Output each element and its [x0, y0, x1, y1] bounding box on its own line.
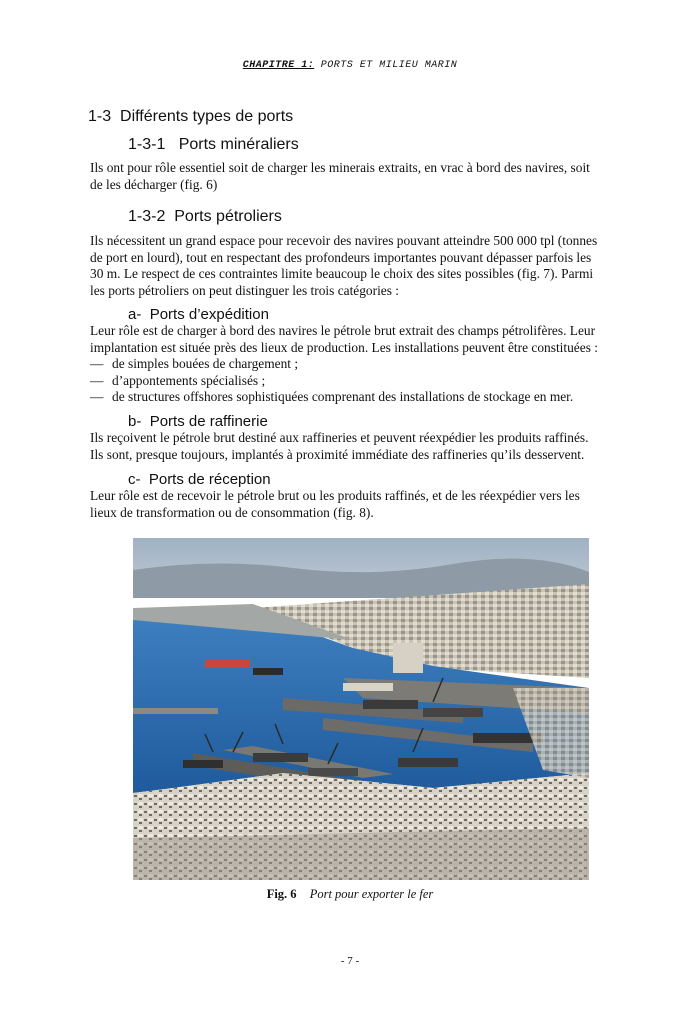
category-heading-reception: c- Ports de réception — [128, 471, 271, 488]
paragraph-petroliers: Ils nécessitent un grand espace pour recevoir des navires pouvant atteindre 500 000 tpl (tonnes de port en lourd), tout en respectant des profondeurs importantes pouvant dépasser parfois les 30 m. Le respect de ces contraintes limite beaucoup le choix des sites possibles (fig. 7). Parmi les ports pétroliers on peut distinguer les trois catégories : — [90, 233, 598, 298]
category-heading-raffinerie: b- Ports de raffinerie — [128, 413, 268, 430]
installation-list — [90, 356, 650, 406]
paragraph-mineraliers: Ils ont pour rôle essentiel soit de charger les minerais extraits, en vrac à bord des navires, soit de les décharger (fig. 6) — [90, 160, 590, 192]
paragraph-reception: Leur rôle est de recevoir le pétrole brut ou les produits raffinés, et de les réexpédier vers les lieux de transformation ou de consommation (fig. 8). — [90, 488, 580, 520]
list-item: — de structures offshores sophistiquées comprenant des installations de stockage en mer. — [90, 389, 574, 405]
category-heading-expedition: a- Ports d’expédition — [128, 306, 269, 323]
list-item: — de simples bouées de chargement ; — [90, 356, 299, 371]
figure-caption — [0, 887, 700, 902]
running-header — [0, 60, 700, 71]
port-photo-illustration — [133, 538, 589, 880]
paragraph-expedition: Leur rôle est de charger à bord des navires le pétrole brut extrait des champs pétrolifères. Leur implantation est située près des lieux de production. Les installations peuvent être constituées : — [90, 323, 598, 355]
paragraph-raffinerie: Ils reçoivent le pétrole brut destiné aux raffineries et peuvent réexpédier les produits raffinés. Ils sont, presque toujours, implantés à proximité immédiate des raffineries qu’ils desservent. — [90, 430, 589, 462]
subsection-heading-petroliers: 1-3-2 Ports pétroliers — [128, 208, 282, 225]
page-number: - 7 - — [340, 955, 360, 967]
figure-label: Fig. 6 — [266, 887, 297, 901]
section-heading: 1-3 Différents types de ports — [88, 108, 294, 125]
running-header-title: PORTS ET MILIEU MARIN — [320, 60, 458, 71]
figure-caption-text: Port pour exporter le fer — [309, 887, 434, 901]
subsection-heading-mineraliers: 1-3-1 Ports minéraliers — [128, 136, 299, 153]
port-photo — [133, 538, 589, 880]
list-item: — d’appontements spécialisés ; — [90, 372, 266, 388]
running-header-chapter: CHAPITRE 1: — [242, 60, 315, 71]
